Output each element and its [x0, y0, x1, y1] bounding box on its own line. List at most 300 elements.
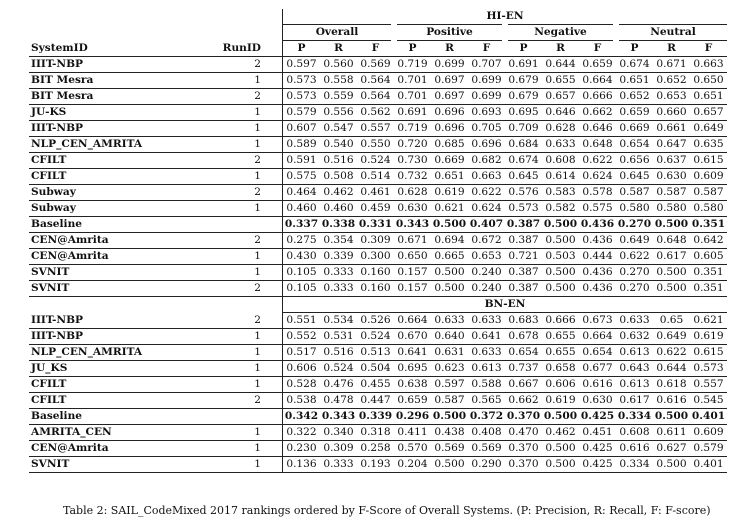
score-cell: 0.652 [616, 89, 653, 105]
score-cell: 0.204 [394, 457, 431, 473]
score-cell: 0.500 [653, 217, 690, 233]
run-id: 2 [195, 313, 283, 329]
score-cell: 0.558 [320, 73, 357, 89]
score-cell: 0.240 [468, 281, 505, 297]
table-row [29, 89, 727, 105]
score-cell: 0.570 [394, 441, 431, 457]
score-cell: 0.655 [542, 329, 579, 345]
metric-header: P [505, 41, 542, 57]
score-cell: 0.275 [283, 233, 321, 249]
run-id: 1 [195, 169, 283, 185]
score-cell: 0.653 [653, 89, 690, 105]
run-id: 1 [195, 329, 283, 345]
score-cell: 0.643 [616, 361, 653, 377]
score-cell: 0.617 [653, 249, 690, 265]
score-cell: 0.339 [357, 409, 394, 425]
system-id: NLP_CEN_AMRITA [29, 345, 195, 361]
score-cell: 0.654 [579, 345, 616, 361]
table-row [29, 329, 727, 345]
score-cell: 0.737 [505, 361, 542, 377]
score-cell: 0.619 [542, 393, 579, 409]
score-cell: 0.652 [653, 73, 690, 89]
score-cell: 0.557 [357, 121, 394, 137]
run-id: 1 [195, 265, 283, 281]
score-cell: 0.720 [394, 137, 431, 153]
results-table [29, 9, 727, 473]
score-cell: 0.411 [394, 425, 431, 441]
system-id: BIT Mesra [29, 89, 195, 105]
score-cell: 0.618 [653, 377, 690, 393]
score-cell: 0.290 [468, 457, 505, 473]
score-cell: 0.699 [431, 57, 468, 73]
system-id-header: SystemID [29, 41, 195, 57]
score-cell: 0.615 [690, 345, 727, 361]
score-cell: 0.387 [505, 217, 542, 233]
score-cell: 0.300 [357, 249, 394, 265]
score-cell: 0.579 [283, 105, 321, 121]
score-cell: 0.524 [320, 361, 357, 377]
score-cell: 0.701 [394, 89, 431, 105]
score-cell: 0.628 [394, 185, 431, 201]
score-cell: 0.655 [542, 73, 579, 89]
score-cell: 0.136 [283, 457, 321, 473]
score-cell: 0.503 [542, 249, 579, 265]
score-cell: 0.695 [505, 105, 542, 121]
score-cell: 0.500 [542, 281, 579, 297]
score-cell: 0.157 [394, 281, 431, 297]
table-row [29, 57, 727, 73]
score-cell: 0.694 [431, 233, 468, 249]
score-cell: 0.641 [468, 329, 505, 345]
score-cell: 0.500 [542, 441, 579, 457]
table-row [29, 233, 727, 249]
score-cell: 0.333 [320, 281, 357, 297]
run-id: 2 [195, 153, 283, 169]
score-cell: 0.342 [283, 409, 321, 425]
system-id: CFILT [29, 153, 195, 169]
score-cell: 0.614 [542, 169, 579, 185]
score-cell: 0.500 [431, 265, 468, 281]
score-cell: 0.322 [283, 425, 321, 441]
score-cell: 0.691 [505, 57, 542, 73]
score-cell: 0.616 [653, 393, 690, 409]
score-cell: 0.617 [616, 393, 653, 409]
score-cell: 0.230 [283, 441, 321, 457]
score-cell: 0.622 [468, 185, 505, 201]
table-row [29, 265, 727, 281]
score-cell: 0.679 [505, 89, 542, 105]
score-cell: 0.633 [468, 313, 505, 329]
score-cell: 0.649 [690, 121, 727, 137]
system-id: CFILT [29, 169, 195, 185]
score-cell: 0.460 [283, 201, 321, 217]
run-id [195, 217, 283, 233]
score-cell: 0.651 [616, 73, 653, 89]
system-id: Subway [29, 201, 195, 217]
score-cell: 0.580 [653, 201, 690, 217]
score-cell: 0.334 [616, 409, 653, 425]
score-cell: 0.631 [431, 345, 468, 361]
score-cell: 0.587 [690, 185, 727, 201]
score-cell: 0.524 [357, 153, 394, 169]
score-cell: 0.615 [690, 153, 727, 169]
score-cell: 0.309 [357, 233, 394, 249]
score-cell: 0.331 [357, 217, 394, 233]
score-cell: 0.531 [320, 329, 357, 345]
score-cell: 0.569 [431, 441, 468, 457]
score-cell: 0.430 [283, 249, 321, 265]
score-cell: 0.645 [616, 169, 653, 185]
score-cell: 0.500 [653, 265, 690, 281]
score-cell: 0.597 [431, 377, 468, 393]
score-cell: 0.444 [579, 249, 616, 265]
score-cell: 0.659 [394, 393, 431, 409]
score-cell: 0.436 [579, 233, 616, 249]
score-cell: 0.659 [579, 57, 616, 73]
score-cell: 0.500 [653, 281, 690, 297]
system-id: Subway [29, 185, 195, 201]
system-id: Baseline [29, 217, 195, 233]
score-cell: 0.343 [394, 217, 431, 233]
group-header-row [29, 25, 727, 41]
score-cell: 0.657 [690, 105, 727, 121]
system-id: CFILT [29, 393, 195, 409]
score-cell: 0.609 [690, 169, 727, 185]
system-id: IIIT-NBP [29, 121, 195, 137]
score-cell: 0.569 [468, 441, 505, 457]
metric-header: R [542, 41, 579, 57]
score-cell: 0.459 [357, 201, 394, 217]
score-cell: 0.340 [320, 425, 357, 441]
score-cell: 0.699 [468, 89, 505, 105]
system-id: SVNIT [29, 457, 195, 473]
score-cell: 0.705 [468, 121, 505, 137]
score-cell: 0.573 [283, 73, 321, 89]
score-cell: 0.648 [579, 137, 616, 153]
score-cell: 0.650 [394, 249, 431, 265]
table-caption: Table 2: SAIL_CodeMixed 2017 rankings ordered by F-Score of Overall Systems. (P: Precision, R: Recall, F: F-score) [63, 504, 711, 517]
table-row [29, 361, 727, 377]
score-cell: 0.351 [690, 265, 727, 281]
system-id: CEN@Amrita [29, 249, 195, 265]
score-cell: 0.576 [505, 185, 542, 201]
score-cell: 0.407 [468, 217, 505, 233]
score-cell: 0.663 [690, 57, 727, 73]
score-cell: 0.343 [320, 409, 357, 425]
system-id: CEN@Amrita [29, 441, 195, 457]
score-cell: 0.500 [431, 281, 468, 297]
metric-header-row [29, 41, 727, 57]
score-cell: 0.337 [283, 217, 321, 233]
metric-header: P [283, 41, 321, 57]
system-id: Baseline [29, 409, 195, 425]
score-cell: 0.651 [431, 169, 468, 185]
score-cell: 0.654 [616, 137, 653, 153]
score-cell: 0.370 [505, 441, 542, 457]
score-cell: 0.258 [357, 441, 394, 457]
score-cell: 0.644 [542, 57, 579, 73]
score-cell: 0.633 [542, 137, 579, 153]
score-cell: 0.633 [468, 345, 505, 361]
run-id [195, 409, 283, 425]
run-id: 2 [195, 185, 283, 201]
system-id: SVNIT [29, 265, 195, 281]
score-cell: 0.583 [542, 185, 579, 201]
table-row [29, 441, 727, 457]
table-row [29, 153, 727, 169]
metric-header: F [579, 41, 616, 57]
run-id: 1 [195, 425, 283, 441]
score-cell: 0.580 [690, 201, 727, 217]
score-cell: 0.697 [431, 73, 468, 89]
table-row [29, 201, 727, 217]
score-cell: 0.565 [468, 393, 505, 409]
score-cell: 0.517 [283, 345, 321, 361]
score-cell: 0.582 [542, 201, 579, 217]
score-cell: 0.436 [579, 217, 616, 233]
score-cell: 0.333 [320, 457, 357, 473]
score-cell: 0.500 [542, 265, 579, 281]
score-cell: 0.447 [357, 393, 394, 409]
score-cell: 0.664 [579, 73, 616, 89]
score-cell: 0.573 [283, 89, 321, 105]
score-cell: 0.354 [320, 233, 357, 249]
score-cell: 0.646 [579, 121, 616, 137]
score-cell: 0.462 [320, 185, 357, 201]
score-cell: 0.613 [616, 377, 653, 393]
score-cell: 0.660 [653, 105, 690, 121]
run-id: 1 [195, 441, 283, 457]
empty-stub-cell [29, 297, 283, 313]
score-cell: 0.697 [431, 89, 468, 105]
score-cell: 0.665 [431, 249, 468, 265]
score-cell: 0.334 [616, 457, 653, 473]
score-cell: 0.573 [505, 201, 542, 217]
score-cell: 0.551 [283, 313, 321, 329]
score-cell: 0.613 [468, 361, 505, 377]
score-cell: 0.564 [357, 73, 394, 89]
score-cell: 0.621 [431, 201, 468, 217]
metric-header: F [357, 41, 394, 57]
score-cell: 0.650 [690, 73, 727, 89]
group-header: Overall [283, 25, 395, 41]
run-id: 1 [195, 137, 283, 153]
score-cell: 0.338 [320, 217, 357, 233]
score-cell: 0.679 [505, 73, 542, 89]
table-row [29, 393, 727, 409]
score-cell: 0.550 [357, 137, 394, 153]
score-cell: 0.637 [653, 153, 690, 169]
score-cell: 0.105 [283, 281, 321, 297]
system-id: IIIT-NBP [29, 313, 195, 329]
baseline-row [29, 217, 727, 233]
table-row [29, 377, 727, 393]
score-cell: 0.589 [283, 137, 321, 153]
system-id: AMRITA_CEN [29, 425, 195, 441]
score-cell: 0.65 [653, 313, 690, 329]
score-cell: 0.461 [357, 185, 394, 201]
score-cell: 0.462 [542, 425, 579, 441]
score-cell: 0.401 [690, 457, 727, 473]
score-cell: 0.630 [653, 169, 690, 185]
score-cell: 0.656 [616, 153, 653, 169]
score-cell: 0.526 [357, 313, 394, 329]
score-cell: 0.619 [690, 329, 727, 345]
table-row [29, 345, 727, 361]
score-cell: 0.587 [616, 185, 653, 201]
section-header-bn-en [29, 297, 727, 313]
score-cell: 0.538 [283, 393, 321, 409]
score-cell: 0.682 [468, 153, 505, 169]
score-cell: 0.649 [616, 233, 653, 249]
score-cell: 0.609 [690, 425, 727, 441]
table-row [29, 457, 727, 473]
run-id: 1 [195, 377, 283, 393]
score-cell: 0.560 [320, 57, 357, 73]
score-cell: 0.476 [320, 377, 357, 393]
table-row [29, 137, 727, 153]
score-cell: 0.659 [616, 105, 653, 121]
score-cell: 0.685 [431, 137, 468, 153]
section-header-hi-en [29, 9, 727, 25]
score-cell: 0.606 [542, 377, 579, 393]
system-id: SVNIT [29, 281, 195, 297]
score-cell: 0.500 [431, 217, 468, 233]
metric-header: R [320, 41, 357, 57]
score-cell: 0.387 [505, 265, 542, 281]
score-cell: 0.666 [579, 89, 616, 105]
score-cell: 0.575 [283, 169, 321, 185]
run-id: 2 [195, 57, 283, 73]
score-cell: 0.696 [431, 105, 468, 121]
score-cell: 0.534 [320, 313, 357, 329]
score-cell: 0.425 [579, 409, 616, 425]
table-row [29, 73, 727, 89]
score-cell: 0.707 [468, 57, 505, 73]
score-cell: 0.658 [542, 361, 579, 377]
score-cell: 0.623 [431, 361, 468, 377]
score-cell: 0.370 [505, 409, 542, 425]
score-cell: 0.160 [357, 281, 394, 297]
group-header: Neutral [616, 25, 727, 41]
run-id: 1 [195, 361, 283, 377]
score-cell: 0.667 [505, 377, 542, 393]
score-cell: 0.630 [394, 201, 431, 217]
score-cell: 0.387 [505, 233, 542, 249]
table-row [29, 425, 727, 441]
score-cell: 0.514 [357, 169, 394, 185]
table-row [29, 105, 727, 121]
score-cell: 0.504 [357, 361, 394, 377]
metric-header: R [431, 41, 468, 57]
score-cell: 0.693 [468, 105, 505, 121]
score-cell: 0.562 [357, 105, 394, 121]
metric-header: R [653, 41, 690, 57]
baseline-row [29, 409, 727, 425]
score-cell: 0.683 [505, 313, 542, 329]
score-cell: 0.425 [579, 441, 616, 457]
score-cell: 0.436 [579, 265, 616, 281]
system-id: JU-KS [29, 105, 195, 121]
score-cell: 0.579 [690, 441, 727, 457]
score-cell: 0.436 [579, 281, 616, 297]
score-cell: 0.270 [616, 265, 653, 281]
score-cell: 0.633 [431, 313, 468, 329]
score-cell: 0.500 [542, 457, 579, 473]
score-cell: 0.569 [357, 57, 394, 73]
score-cell: 0.608 [616, 425, 653, 441]
score-cell: 0.732 [394, 169, 431, 185]
score-cell: 0.671 [394, 233, 431, 249]
language-pair-title: HI-EN [283, 9, 728, 25]
score-cell: 0.478 [320, 393, 357, 409]
score-cell: 0.575 [579, 201, 616, 217]
score-cell: 0.552 [283, 329, 321, 345]
system-id: JU_KS [29, 361, 195, 377]
metric-header: P [616, 41, 653, 57]
score-cell: 0.622 [579, 153, 616, 169]
system-id: IIIT-NBP [29, 57, 195, 73]
score-cell: 0.663 [468, 169, 505, 185]
score-cell: 0.351 [690, 281, 727, 297]
group-header: Positive [394, 25, 505, 41]
language-pair-title: BN-EN [283, 297, 728, 313]
score-cell: 0.591 [283, 153, 321, 169]
run-id-header: RunID [195, 41, 283, 57]
score-cell: 0.662 [579, 105, 616, 121]
score-cell: 0.580 [616, 201, 653, 217]
score-cell: 0.651 [690, 89, 727, 105]
run-id: 2 [195, 89, 283, 105]
score-cell: 0.372 [468, 409, 505, 425]
score-cell: 0.547 [320, 121, 357, 137]
score-cell: 0.696 [468, 137, 505, 153]
score-cell: 0.556 [320, 105, 357, 121]
score-cell: 0.674 [616, 57, 653, 73]
score-cell: 0.630 [579, 393, 616, 409]
score-cell: 0.621 [690, 313, 727, 329]
score-cell: 0.425 [579, 457, 616, 473]
score-cell: 0.401 [690, 409, 727, 425]
score-cell: 0.640 [431, 329, 468, 345]
score-cell: 0.649 [653, 329, 690, 345]
score-cell: 0.573 [690, 361, 727, 377]
score-cell: 0.628 [542, 121, 579, 137]
score-cell: 0.270 [616, 281, 653, 297]
score-cell: 0.670 [394, 329, 431, 345]
score-cell: 0.638 [394, 377, 431, 393]
run-id: 1 [195, 457, 283, 473]
run-id: 1 [195, 249, 283, 265]
score-cell: 0.607 [283, 121, 321, 137]
run-id: 1 [195, 73, 283, 89]
empty-stub-cell [29, 25, 283, 41]
score-cell: 0.464 [283, 185, 321, 201]
score-cell: 0.696 [431, 121, 468, 137]
score-cell: 0.613 [616, 345, 653, 361]
score-cell: 0.605 [690, 249, 727, 265]
score-cell: 0.500 [542, 409, 579, 425]
score-cell: 0.691 [394, 105, 431, 121]
score-cell: 0.664 [579, 329, 616, 345]
table-row [29, 169, 727, 185]
table-row [29, 121, 727, 137]
score-cell: 0.616 [616, 441, 653, 457]
score-cell: 0.616 [579, 377, 616, 393]
run-id: 2 [195, 393, 283, 409]
score-cell: 0.611 [653, 425, 690, 441]
score-cell: 0.105 [283, 265, 321, 281]
